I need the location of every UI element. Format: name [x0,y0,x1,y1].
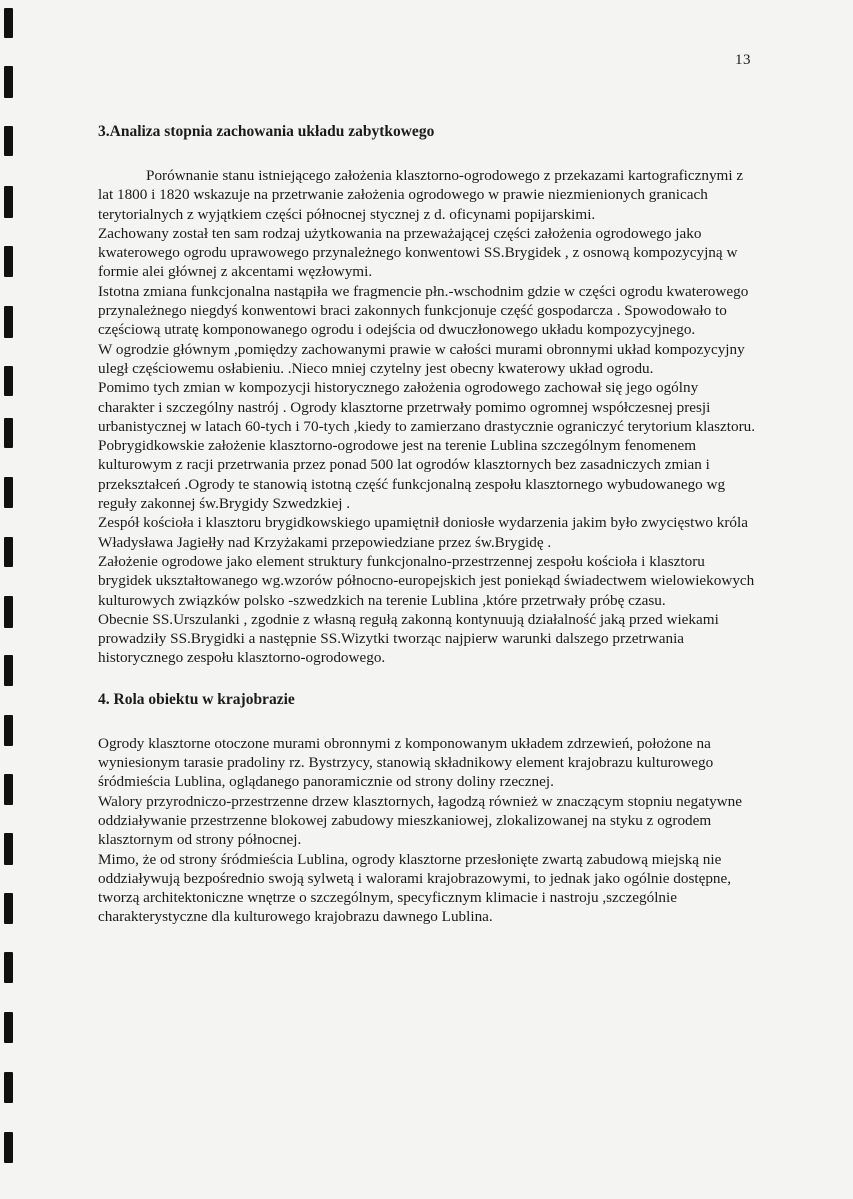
scan-mark [4,477,13,508]
scan-mark [4,246,13,277]
scan-mark [4,186,13,218]
scan-mark [4,1072,13,1103]
scan-mark [4,1132,13,1163]
section-3-paragraph: W ogrodzie głównym ,pomiędzy zachowanymi prawie w całości murami obronnymi układ kompozycyjny uległ częściowemu osłabieniu. .Nieco mniej czytelny jest obecny kwaterowy układ ogrodu. [98,340,745,377]
scan-mark [4,418,13,448]
section-3-paragraph: Istotna zmiana funkcjonalna nastąpiła we fragmencie płn.-wschodnim gdzie w części ogrodu kwaterowego przynależnego niegdyś konwentowi braci zakonnych funkcjonuje część gospodarcza . Spowodowało to częściową utratę komponowanego ogrodu i odejścia od dwuczłonowego układu kompozycyjnego. [98,282,749,339]
section-3-paragraph: Założenie ogrodowe jako element struktury funkcjonalno-przestrzennej zespołu kościoła i klasztoru brygidek ukształtowanego wg.wzorów północno-europejskich jest poniekąd świadectwem wielowiekowych kulturowych związków polsko -szwedzkich na terenie Lublina ,które przetrwały próbę czasu. [98,552,755,609]
page-number: 13 [735,52,751,68]
section-3-paragraph: Pomimo tych zmian w kompozycji historycznego założenia ogrodowego zachował się jego ogólny charakter i szczególny nastrój . Ogrody klasztorne przetrwały pomimo ogromnej współczesnej presji urbanistycznej w latach 60-tych i 70-tych ,kiedy to zamierzano drastycznie ograniczyć terytorium klasztoru. [98,379,756,435]
scan-mark [4,774,13,805]
scan-mark [4,893,13,924]
section-3-paragraph: Pobrygidkowskie założenie klasztorno-ogrodowe jest na terenie Lublina szczególnym fenomenem kulturowym z racji przetrwania przez ponad 500 lat ogrodów klasztornych bez zasadniczych zmian i przekształceń .Ogrody te stanowią istotną część funkcjonalną zespołu klasztornego wybudowanego wg reguły zakonnej św.Brygidy Szwedzkiej . [98,437,726,513]
scan-mark [4,126,13,156]
scan-mark [4,306,13,338]
section-4-heading: 4. Rola obiektu w krajobrazie [98,690,295,708]
scan-mark [4,655,13,686]
scan-mark [4,1012,13,1043]
section-4-paragraph: Mimo, że od strony śródmieścia Lublina, ogrody klasztorne przesłonięte zwartą zabudową miejską nie oddziaływują bezpośrednio swoją sylwetą i walorami krajobrazowymi, to jednak jako ogólnie dostępne, tworzą architektoniczne wnętrze o szczególnym, specyficznym klimacie i nastroju ,szczególnie charakterystyczne dla kulturowego krajobrazu dawnego Lublina. [98,850,732,926]
scan-mark [4,715,13,746]
scan-mark [4,537,13,567]
section-3-paragraph: Zespół kościoła i klasztoru brygidkowskiego upamiętnił doniosłe wydarzenia jakim było zwycięstwo króla Władysława Jagiełły nad Krzyżakami przepowiedziane przez św.Brygidę . [98,514,748,551]
section-3-paragraph: Obecnie SS.Urszulanki , zgodnie z własną regułą zakonną kontynuują działalność jaką przed wiekami prowadziły SS.Brygidki a następnie SS.Wizytki tworząc najpierw warunki dalszego przetrwania historycznego zespołu klasztorno-ogrodowego. [98,610,719,667]
scan-mark [4,8,13,38]
section-3-paragraph: Porównanie stanu istniejącego założenia klasztorno-ogrodowego z przekazami kartograficznymi z lat 1800 i 1820 wskazuje na przetrwanie założenia ogrodowego w prawie niezmienionych granicach terytorialnych z wyjątkiem części północnej stycznej z d. oficynami popijarskimi. [98,167,744,223]
scan-edge-marks [4,0,18,1199]
scan-mark [4,66,13,98]
scan-mark [4,952,13,983]
scan-mark [4,833,13,865]
section-4-paragraph: Ogrody klasztorne otoczone murami obronnymi z komponowanym układem zdrzewień, położone na wyniesionym tarasie pradoliny rz. Bystrzycy, stanowią składnikowy element krajobrazu kulturowego śródmieścia Lublina, oglądanego panoramicznie od strony doliny rzecznej. [98,734,714,791]
scan-mark [4,596,13,628]
section-4-paragraph: Walory przyrodniczo-przestrzenne drzew klasztornych, łagodzą również w znaczącym stopniu negatywne oddziaływanie przestrzenne blokowej zabudowy mieszkaniowej, zlokalizowanej na styku z ogrodem klasztornym od strony północnej. [98,792,742,849]
section-3-paragraph: Zachowany został ten sam rodzaj użytkowania na przeważającej części założenia ogrodowego jako kwaterowego ogrodu uprawowego przynależnego konwentowi SS.Brygidek , z osnową kompozycyjną w formie alei głównej z akcentami węzłowymi. [98,224,738,281]
section-3-heading: 3.Analiza stopnia zachowania układu zabytkowego [98,123,435,140]
scan-mark [4,366,13,396]
document-body [98,112,758,927]
